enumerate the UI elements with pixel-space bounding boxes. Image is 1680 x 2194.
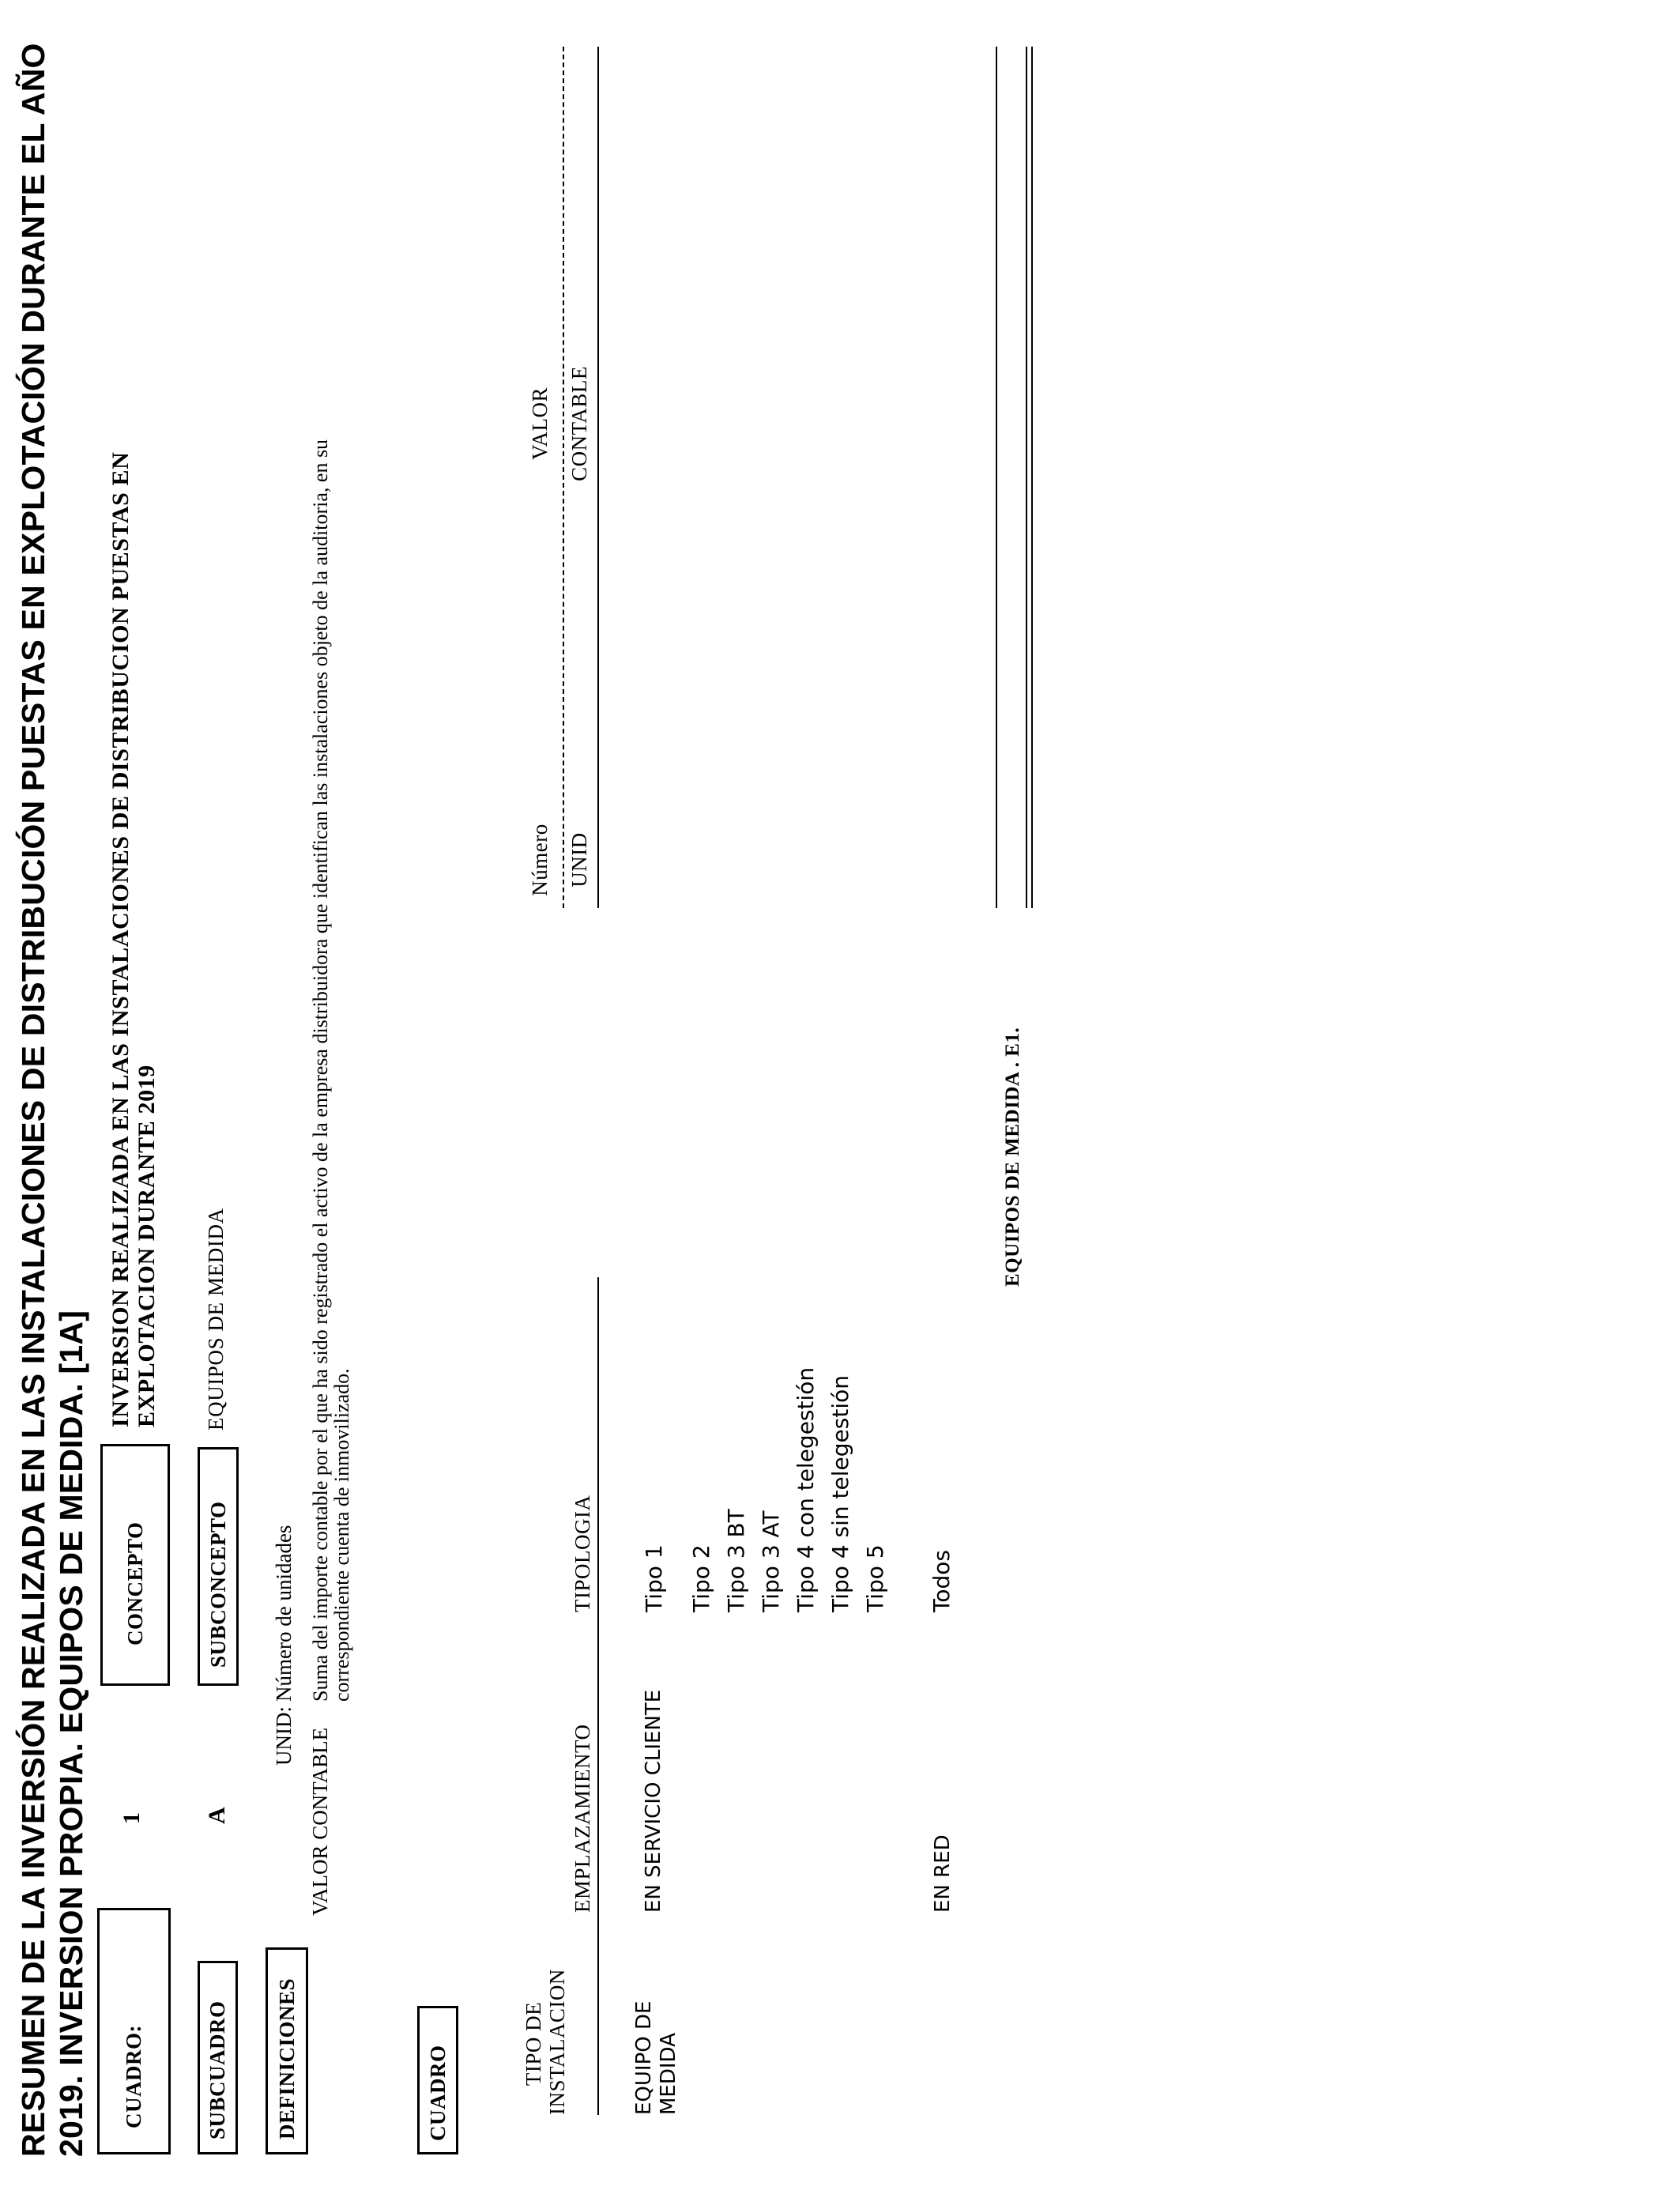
header-contable: CONTABLE: [567, 366, 591, 481]
tipo-instalacion-cell: [632, 2001, 681, 2115]
header-dashed-rule: [563, 47, 564, 908]
subcuadro-label: SUBCUADRO: [205, 2000, 229, 2139]
cuadro-value: 1: [119, 1812, 145, 1824]
subcuadro-label-box: [198, 1961, 238, 2154]
header-emplazamiento: EMPLAZAMIENTO: [571, 1724, 594, 1913]
header-unid: UNID: [567, 832, 591, 888]
valor-definition-line1: Suma del importe contable por el que ha sido registrado el activo de la empresa distribuidora que identifican las instalaciones objeto de la auditoria, en su: [309, 439, 332, 1702]
unid-term: UNID:: [272, 1706, 296, 1766]
header-underline-left: [597, 1277, 599, 2115]
page-title-line1: RESUMEN DE LA INVERSIÓN REALIZADA EN LAS INSTALACIONES DE DISTRIBUCIÓN PUESTAS EN EXPLOTACIÓN DURANTE EL AÑO: [15, 43, 51, 2157]
valor-contable-term: VALOR CONTABLE: [308, 1727, 332, 1916]
subconcepto-value: EQUIPOS DE MEDIDA: [204, 1208, 228, 1431]
subcuadro-value: A: [204, 1807, 230, 1824]
header-tipo-line1: TIPO DE: [522, 2001, 545, 2087]
concepto-label-box: [100, 1444, 170, 1686]
emplazamiento-en-red: EN RED: [931, 1834, 955, 1913]
valor-contable-definition: [310, 439, 352, 1702]
total-double-rule-2: [1031, 47, 1033, 908]
concepto-label: CONCEPTO: [122, 1521, 147, 1646]
tipologia-item: Tipo 4 con telegestión: [793, 1367, 819, 1612]
tipologia-item: Tipo 3 AT: [758, 1510, 784, 1612]
unid-definition: Número de unidades: [272, 1525, 296, 1702]
header-underline-right: [597, 47, 599, 908]
concepto-line2: EXPLOTACION DURANTE 2019: [134, 1065, 160, 1427]
emplazamiento-en-servicio-cliente: EN SERVICIO CLIENTE: [642, 1689, 665, 1913]
tipo-instalacion-line1: EQUIPO DE: [632, 2000, 656, 2115]
cuadro-label-box: [97, 1908, 171, 2154]
definiciones-label-box: [266, 1947, 308, 2154]
subconcepto-label: SUBCONCEPTO: [205, 1501, 230, 1668]
tipologia-todos: Todos: [929, 1550, 955, 1612]
definiciones-label: DEFINICIONES: [274, 1977, 299, 2139]
table-cuadro-label: CUADRO: [425, 2045, 450, 2141]
total-double-rule-1: [1026, 47, 1027, 908]
concepto-text: [107, 452, 160, 1427]
tipologia-item: Tipo 4 sin telegestión: [827, 1375, 853, 1612]
tipologia-item: Tipo 5: [862, 1544, 888, 1612]
header-numero: Número: [528, 824, 552, 896]
page-title-line2: 2019. INVERSION PROPIA. EQUIPOS DE MEDIDA. [1A]: [53, 1310, 89, 2157]
tipologia-item: Tipo 1: [641, 1544, 667, 1612]
table-cuadro-box: [417, 2006, 458, 2154]
total-top-rule: [996, 47, 997, 908]
header-tipo-line2: INSTALACION: [545, 1969, 569, 2115]
valor-definition-line2: correspondiente cuenta de inmovilizado.: [330, 1368, 353, 1702]
subconcepto-label-box: [198, 1447, 239, 1686]
header-tipologia: TIPOLOGIA: [571, 1495, 594, 1612]
tipologia-item: Tipo 2: [688, 1544, 714, 1612]
tipologia-item: Tipo 3 BT: [723, 1509, 749, 1612]
cuadro-label: CUADRO:: [122, 2025, 145, 2128]
tipo-instalacion-line2: MEDIDA: [657, 2033, 680, 2115]
tipologia-list-cliente: [637, 1367, 893, 1612]
header-valor: VALOR: [528, 386, 552, 461]
total-label: EQUIPOS DE MEDIDA . E1.: [1002, 1027, 1023, 1287]
header-tipo-instalacion: [522, 1969, 569, 2115]
concepto-line1: INVERSION REALIZADA EN LAS INSTALACIONES DE DISTRIBUCION PUESTAS EN: [107, 451, 134, 1427]
